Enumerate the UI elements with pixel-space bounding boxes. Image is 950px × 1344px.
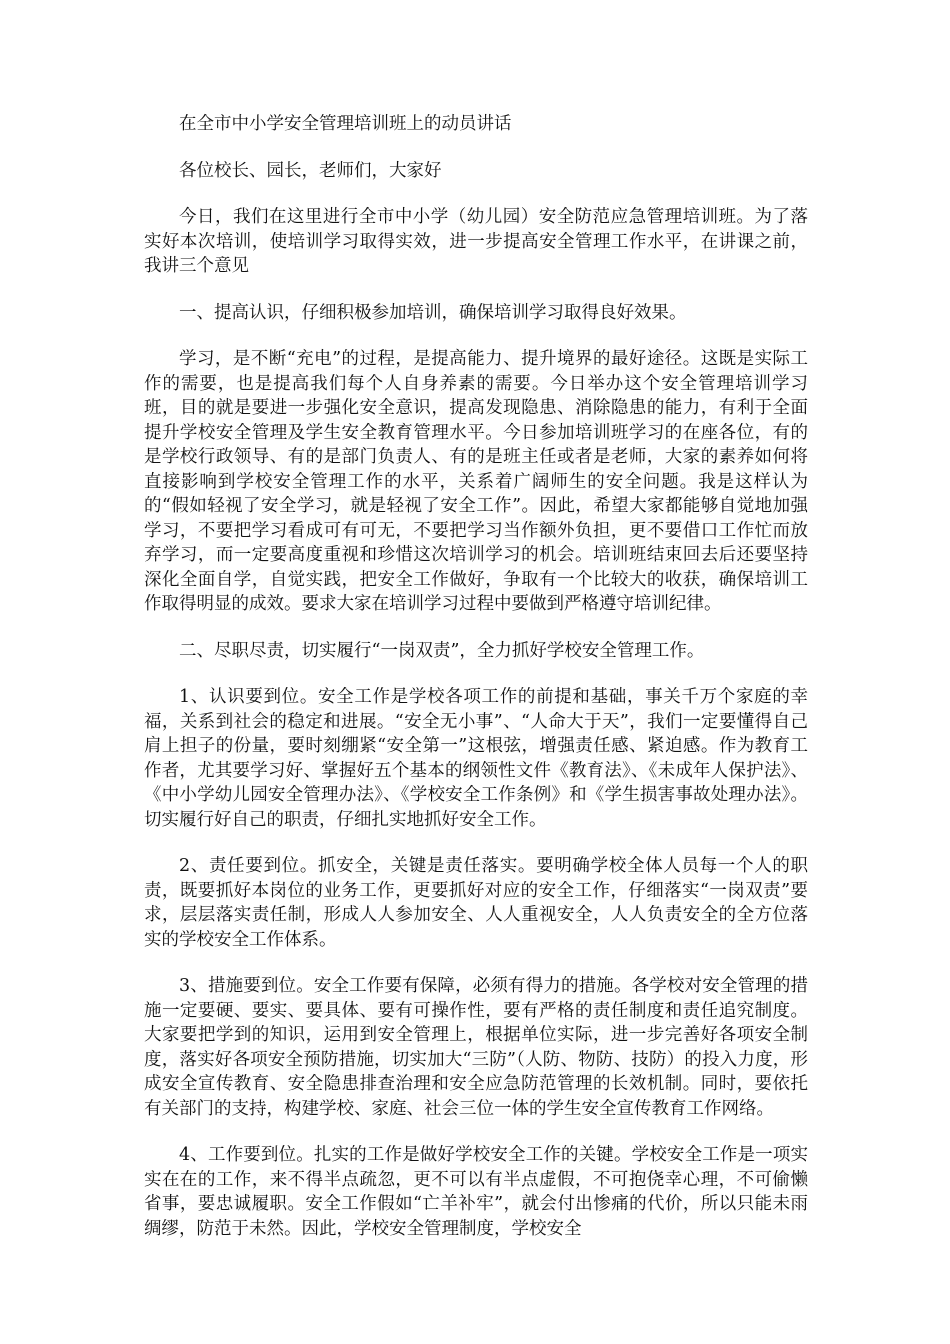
section-heading-1: 一、提高认识，仔细积极参加培训，确保培训学习取得良好效果。 [179,302,687,323]
section-heading-2: 二、尽职尽责，切实履行“一岗双责”，全力抓好学校安全管理工作。 [179,640,705,661]
paragraph-measures: 3、措施要到位。安全工作要有保障，必须有得力的措施。各学校对安全管理的措施一定要硬、要实、要具体、要有可操作性，要有严格的责任制度和责任追究制度。大家要把学到的知识，运用到安全管理上，根据单位实际，进一步完善好各项安全制度，落实好各项安全预防措施，切实加大“三防”（人防、物防、技防）的投入力度，形成安全宣传教育、安全隐患排查治理和安全应急防范管理的长效机制。同时，要依托有关部门的支持，构建学校、家庭、社会三位一体的学生安全宣传教育工作网络。 [144,976,808,1119]
document-title: 在全市中小学安全管理培训班上的动员讲话 [179,114,512,134]
paragraph-awareness: 1、认识要到位。安全工作是学校各项工作的前提和基础，事关千万个家庭的幸福，关系到社会的稳定和进展。“安全无小事”、“人命大于天”，我们一定要懂得自己肩上担子的份量，要时刻绷紧“安全第一”这根弦，增强责任感、紧迫感。作为教育工作者，尤其要学习好、掌握好五个基本的纲领性文件《教育法》、《未成年人保护法》、《中小学幼儿园安全管理办法》、《学校安全工作条例》和《学生损害事故处理办法》。切实履行好自己的职责，仔细扎实地抓好安全工作。 [144,687,808,830]
paragraph-responsibility: 2、责任要到位。抓安全，关键是责任落实。要明确学校全体人员每一个人的职责，既要抓好本岗位的业务工作，更要抓好对应的安全工作，仔细落实“一岗双责”要求，层层落实责任制，形成人人参加安全、人人重视安全，人人负责安全的全方位落实的学校安全工作体系。 [144,856,808,950]
paragraph-intro: 今日，我们在这里进行全市中小学（幼儿园）安全防范应急管理培训班。为了落实好本次培训，使培训学习取得实效，进一步提高安全管理工作水平，在讲课之前，我讲三个意见 [144,207,808,276]
paragraph-work: 4、工作要到位。扎实的工作是做好学校安全工作的关键。学校安全工作是一项实实在在的工作，来不得半点疏忽，更不可以有半点虚假，不可抱侥幸心理，不可偷懒省事，要忠诚履职。安全工作假如“亡羊补牢”，就会付出惨痛的代价，所以只能未雨绸缪，防范于未然。因此，学校安全管理制度，学校安全 [144,1145,808,1239]
greeting-line: 各位校长、园长，老师们，大家好 [179,160,442,181]
paragraph-study: 学习，是不断“充电”的过程，是提高能力、提升境界的最好途径。这既是实际工作的需要，也是提高我们每个人自身养素的需要。今日举办这个安全管理培训学习班，目的就是要进一步强化安全意识，提高发现隐患、消除隐患的能力，有利于全面提升学校安全管理及学生安全教育管理水平。今日参加培训班学习的在座各位，有的是学校行政领导、有的是部门负责人、有的是班主任或者是老师，大家的素养如何将直接影响到学校安全管理工作的水平，关系着广阔师生的安全问题。我是这样认为的“假如轻视了安全学习，就是轻视了安全工作”。因此，希望大家都能够自觉地加强学习，不要把学习看成可有可无，不要把学习当作额外负担，更不要借口工作忙而放弃学习，而一定要高度重视和珍惜这次培训学习的机会。培训班结束回去后还要坚持深化全面自学，自觉实践，把安全工作做好，争取有一个比较大的收获，确保培训工作取得明显的成效。要求大家在培训学习过程中要做到严格遵守培训纪律。 [144,349,808,614]
document-body [144,112,808,1263]
